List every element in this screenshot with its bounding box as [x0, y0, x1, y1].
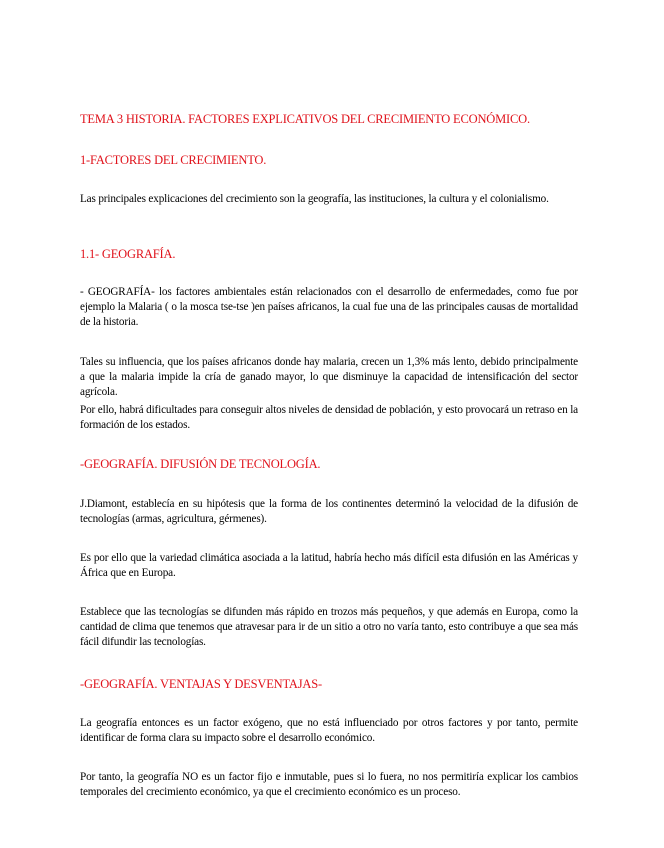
section-heading-geografia: 1.1- GEOGRAFÍA. — [80, 247, 176, 261]
paragraph: Es por ello que la variedad climática asociada a la latitud, habría hecho más difícil esta difusión en las Américas y África que en Europa. — [80, 552, 578, 579]
paragraph: Por tanto, la geografía NO es un factor fijo e inmutable, pues si lo fuera, no nos permitiría explicar los cambios temporales del crecimiento económico, ya que el crecimiento económico es un proceso. — [80, 771, 578, 798]
paragraph: - GEOGRAFÍA- los factores ambientales están relacionados con el desarrollo de enfermedades, como fue por ejemplo la Malaria ( o la mosca tse-tse )en países africanos, la cual fue una de las principales causas de mortalidad de la historia. — [80, 286, 578, 328]
section-heading-factores: 1-FACTORES DEL CRECIMIENTO. — [80, 153, 267, 167]
paragraph: J.Diamont, establecía en su hipótesis que la forma de los continentes determinó la velocidad de la difusión de tecnologías (armas, agricultura, gérmenes). — [80, 498, 578, 525]
paragraph: Establece que las tecnologías se difunden más rápido en trozos más pequeños, y que además en Europa, como la cantidad de clima que tenemos que atravesar para ir de un sitio a otro no varía tanto, esto contribuye a que sea más fácil difundir las tecnologías. — [80, 606, 578, 648]
paragraph: Las principales explicaciones del crecimiento son la geografía, las instituciones, la cultura y el colonialismo. — [80, 193, 549, 205]
document-title: TEMA 3 HISTORIA. FACTORES EXPLICATIVOS DEL CRECIMIENTO ECONÓMICO. — [80, 112, 530, 126]
paragraph: La geografía entonces es un factor exógeno, que no está influenciado por otros factores y por tanto, permite identificar de forma clara su impacto sobre el desarrollo económico. — [80, 717, 578, 744]
section-heading-difusion: -GEOGRAFÍA. DIFUSIÓN DE TECNOLOGÍA. — [80, 457, 321, 471]
paragraph: Por ello, habrá dificultades para conseguir altos niveles de densidad de población, y esto provocará un retraso en la formación de los estados. — [80, 404, 578, 431]
section-heading-ventajas: -GEOGRAFÍA. VENTAJAS Y DESVENTAJAS- — [80, 677, 322, 691]
paragraph: Tales su influencia, que los países africanos donde hay malaria, crecen un 1,3% más lento, debido principalmente a que la malaria impide la cría de ganado mayor, lo que disminuye la capacidad de intensificación del sector agrícola. — [80, 356, 578, 398]
